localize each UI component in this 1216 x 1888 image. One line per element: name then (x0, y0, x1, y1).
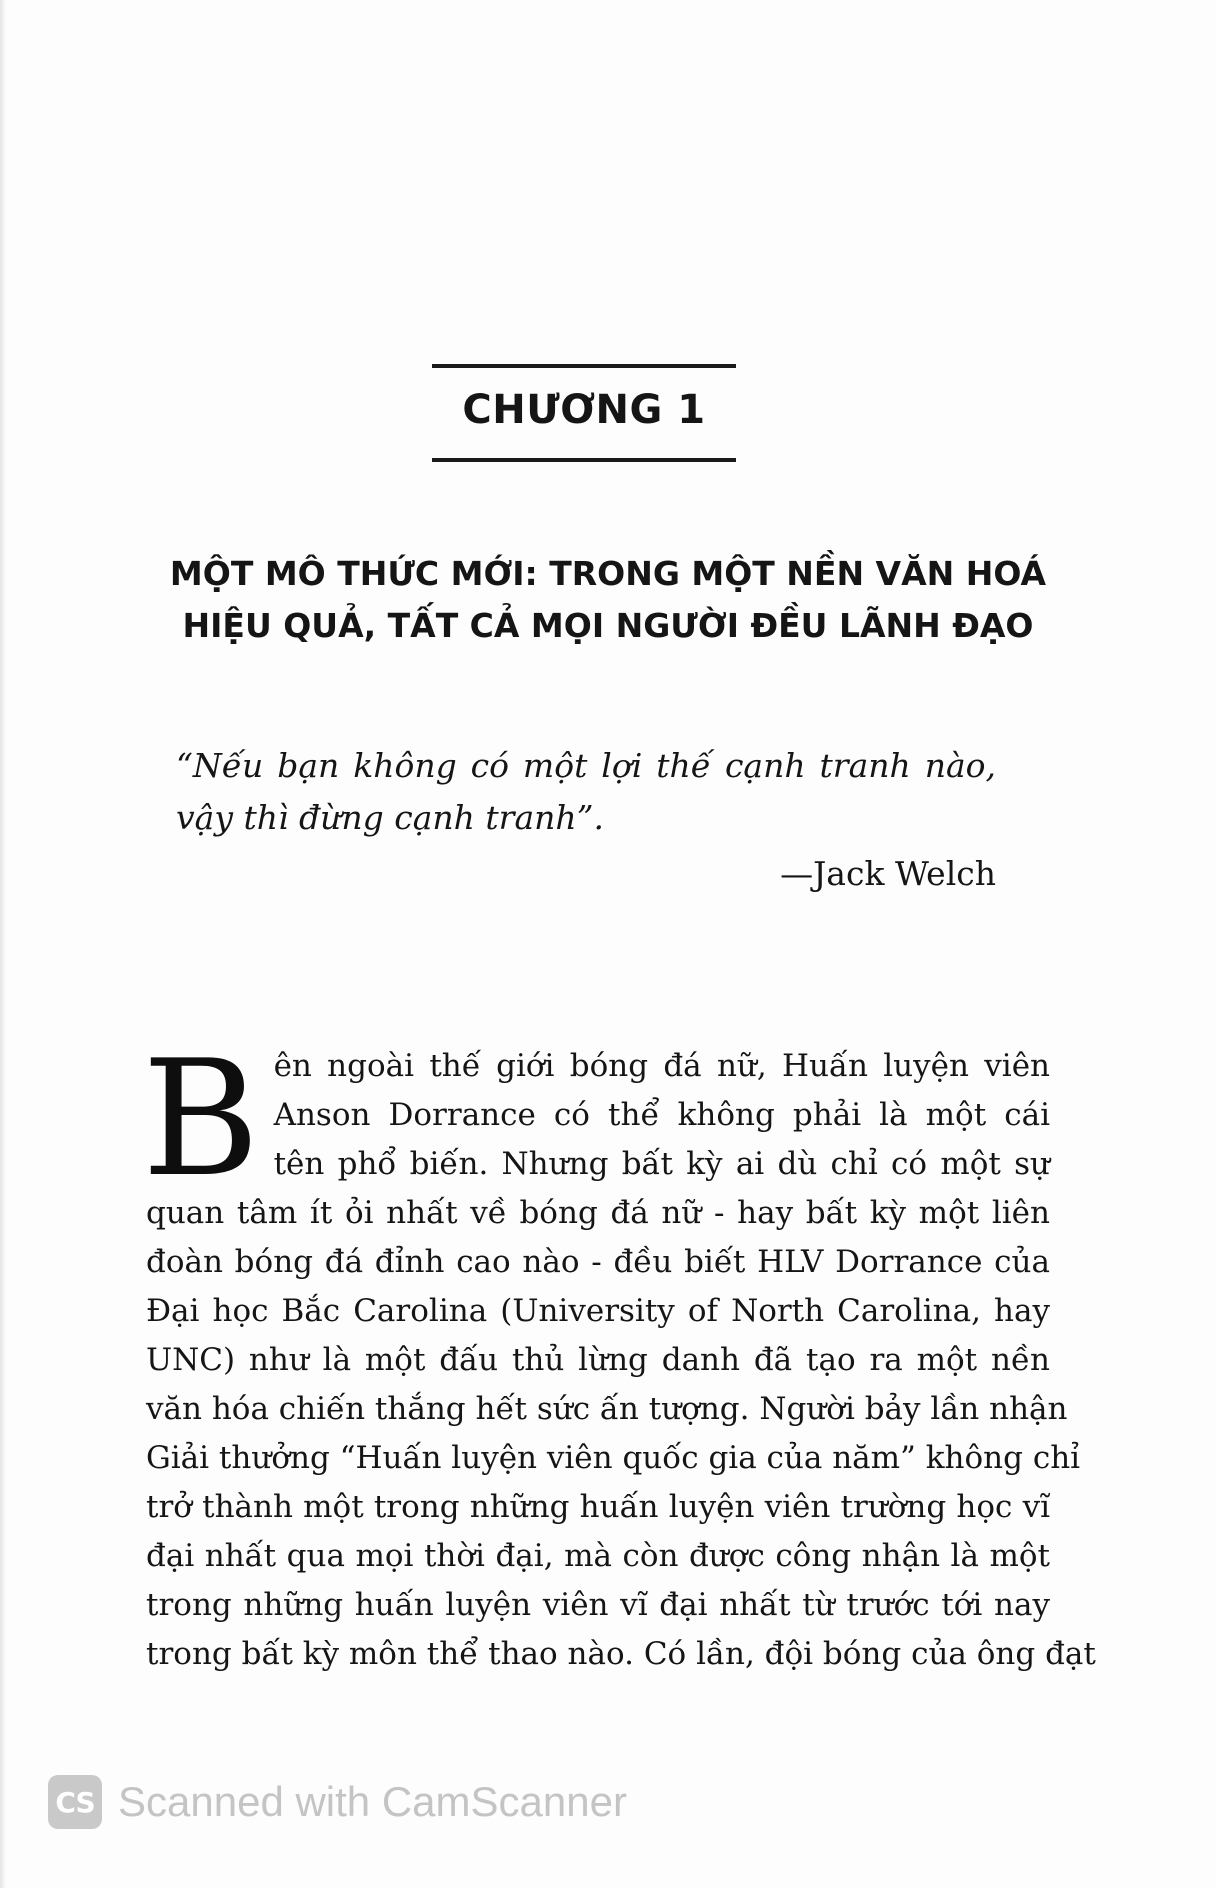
epigraph-attribution: —Jack Welch (780, 854, 996, 893)
body-line: Giải thưởng “Huấn luyện viên quốc gia của năm” không chỉ (146, 1440, 1081, 1476)
body-line: ên ngoài thế giới bóng đá nữ, Huấn luyện viên (273, 1048, 1050, 1084)
chapter-top-rule (432, 364, 736, 368)
body-line: văn hóa chiến thắng hết sức ấn tượng. Người bảy lần nhận (146, 1391, 1068, 1427)
camscanner-logo-icon: CS (48, 1775, 102, 1829)
body-line: đại nhất qua mọi thời đại, mà còn được công nhận là một (146, 1538, 1050, 1574)
chapter-title-line: HIỆU QUẢ, TẤT CẢ MỌI NGƯỜI ĐỀU LÃNH ĐẠO (182, 606, 1034, 645)
epigraph-line: vậy thì đừng cạnh tranh”. (176, 798, 604, 837)
body-line: Anson Dorrance có thể không phải là một cái (273, 1097, 1050, 1133)
body-line: trong bất kỳ môn thể thao nào. Có lần, đội bóng của ông đạt (146, 1636, 1096, 1672)
camscanner-watermark (48, 1774, 627, 1830)
chapter-label: CHƯƠNG 1 (462, 387, 706, 433)
body-line: trong những huấn luyện viên vĩ đại nhất từ trước tới nay (146, 1587, 1050, 1623)
epigraph-line: “Nếu bạn không có một lợi thế cạnh tranh nào, (176, 746, 996, 785)
drop-cap: B (142, 1025, 260, 1212)
body-paragraph (142, 1025, 1096, 1679)
chapter-bottom-rule (432, 458, 736, 462)
chapter-heading (432, 364, 736, 462)
body-line: Đại học Bắc Carolina (University of North Carolina, hay (146, 1293, 1050, 1329)
body-line: đoàn bóng đá đỉnh cao nào - đều biết HLV Dorrance của (146, 1244, 1050, 1280)
body-line: quan tâm ít ỏi nhất về bóng đá nữ - hay bất kỳ một liên (146, 1195, 1050, 1231)
watermark-text: Scanned with CamScanner (118, 1778, 627, 1825)
page-edge-shadow (0, 0, 6, 1888)
epigraph-quote (176, 740, 996, 844)
chapter-title-line: MỘT MÔ THỨC MỚI: TRONG MỘT NỀN VĂN HOÁ (169, 554, 1047, 593)
chapter-title (120, 548, 1096, 652)
body-line: tên phổ biến. Nhưng bất kỳ ai dù chỉ có một sự (273, 1146, 1050, 1182)
body-line: trở thành một trong những huấn luyện viên trường học vĩ (146, 1489, 1050, 1525)
body-line: UNC) như là một đấu thủ lừng danh đã tạo ra một nền (146, 1342, 1050, 1378)
